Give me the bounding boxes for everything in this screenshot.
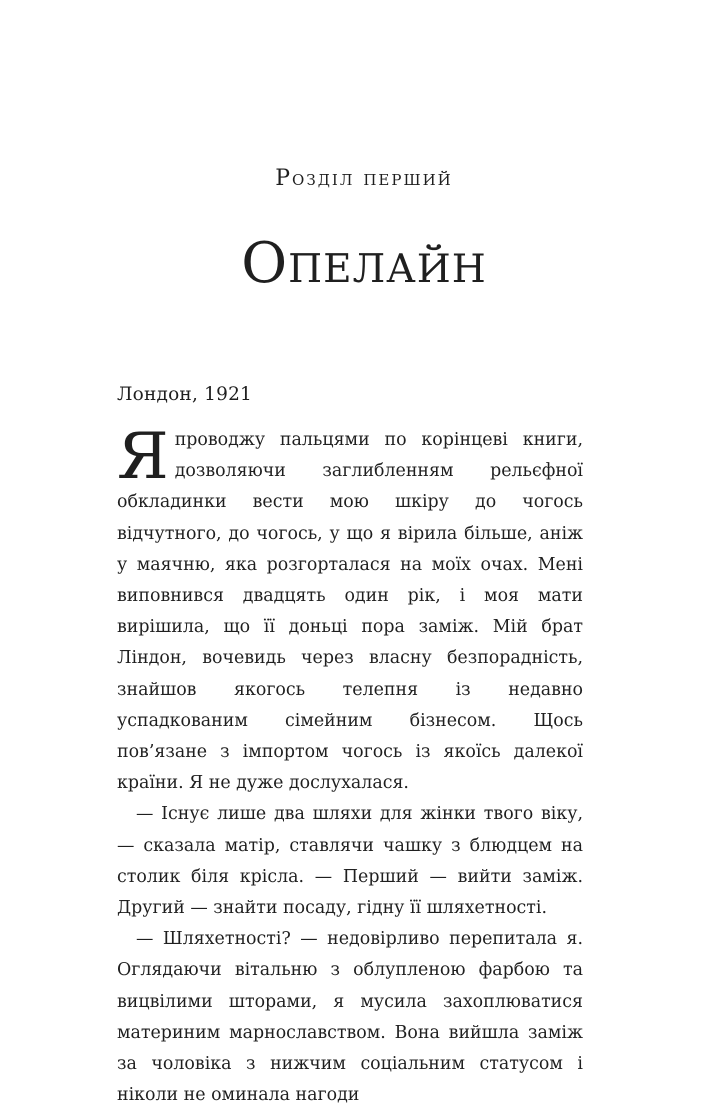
paragraph bbox=[117, 420, 583, 799]
paragraph: — Існує лише два шляхи для жінки твого віку, — сказала матір, ставлячи чашку з блюдцем на столик біля крісла. — Перший — вийти заміж. Другий — знайти посаду, гідну її шляхетності. bbox=[117, 804, 583, 919]
chapter-label: Розділ перший bbox=[275, 166, 453, 191]
paragraph: — Шляхетності? — недовірливо перепитала я. Оглядаючи вітальню з облупленою фарбою та вицвілими шторами, я мусила захоплюватися материним марнославством. Вона вийшла заміж за чоловіка з нижчим соціальним статусом і ніколи не оминала нагоди bbox=[117, 929, 583, 1106]
chapter-title: Опелайн bbox=[241, 231, 487, 296]
drop-cap: Я bbox=[117, 420, 169, 494]
dateline: Лондон, 1921 bbox=[117, 384, 253, 405]
paragraph-text: проводжу пальцями по корінцеві книги, дозволяючи заглибленням рельєфної обкладинки вести мою шкіру до чогось відчутного, до чогось, у що я вірила більше, аніж у маячню, яка розгорталася на моїх очах. Мені виповнився двадцять один рік, і моя мати вирішила, що її доньці пора заміж. Мій брат Ліндон, вочевидь через власну безпорадність, знайшов якогось телепня із недавно успадкованим сімейним бізнесом. Щось пов’язане з імпортом чогось із якоїсь далекої країни. Я не дуже дослухалася. bbox=[117, 430, 583, 794]
body-text bbox=[117, 420, 583, 1111]
